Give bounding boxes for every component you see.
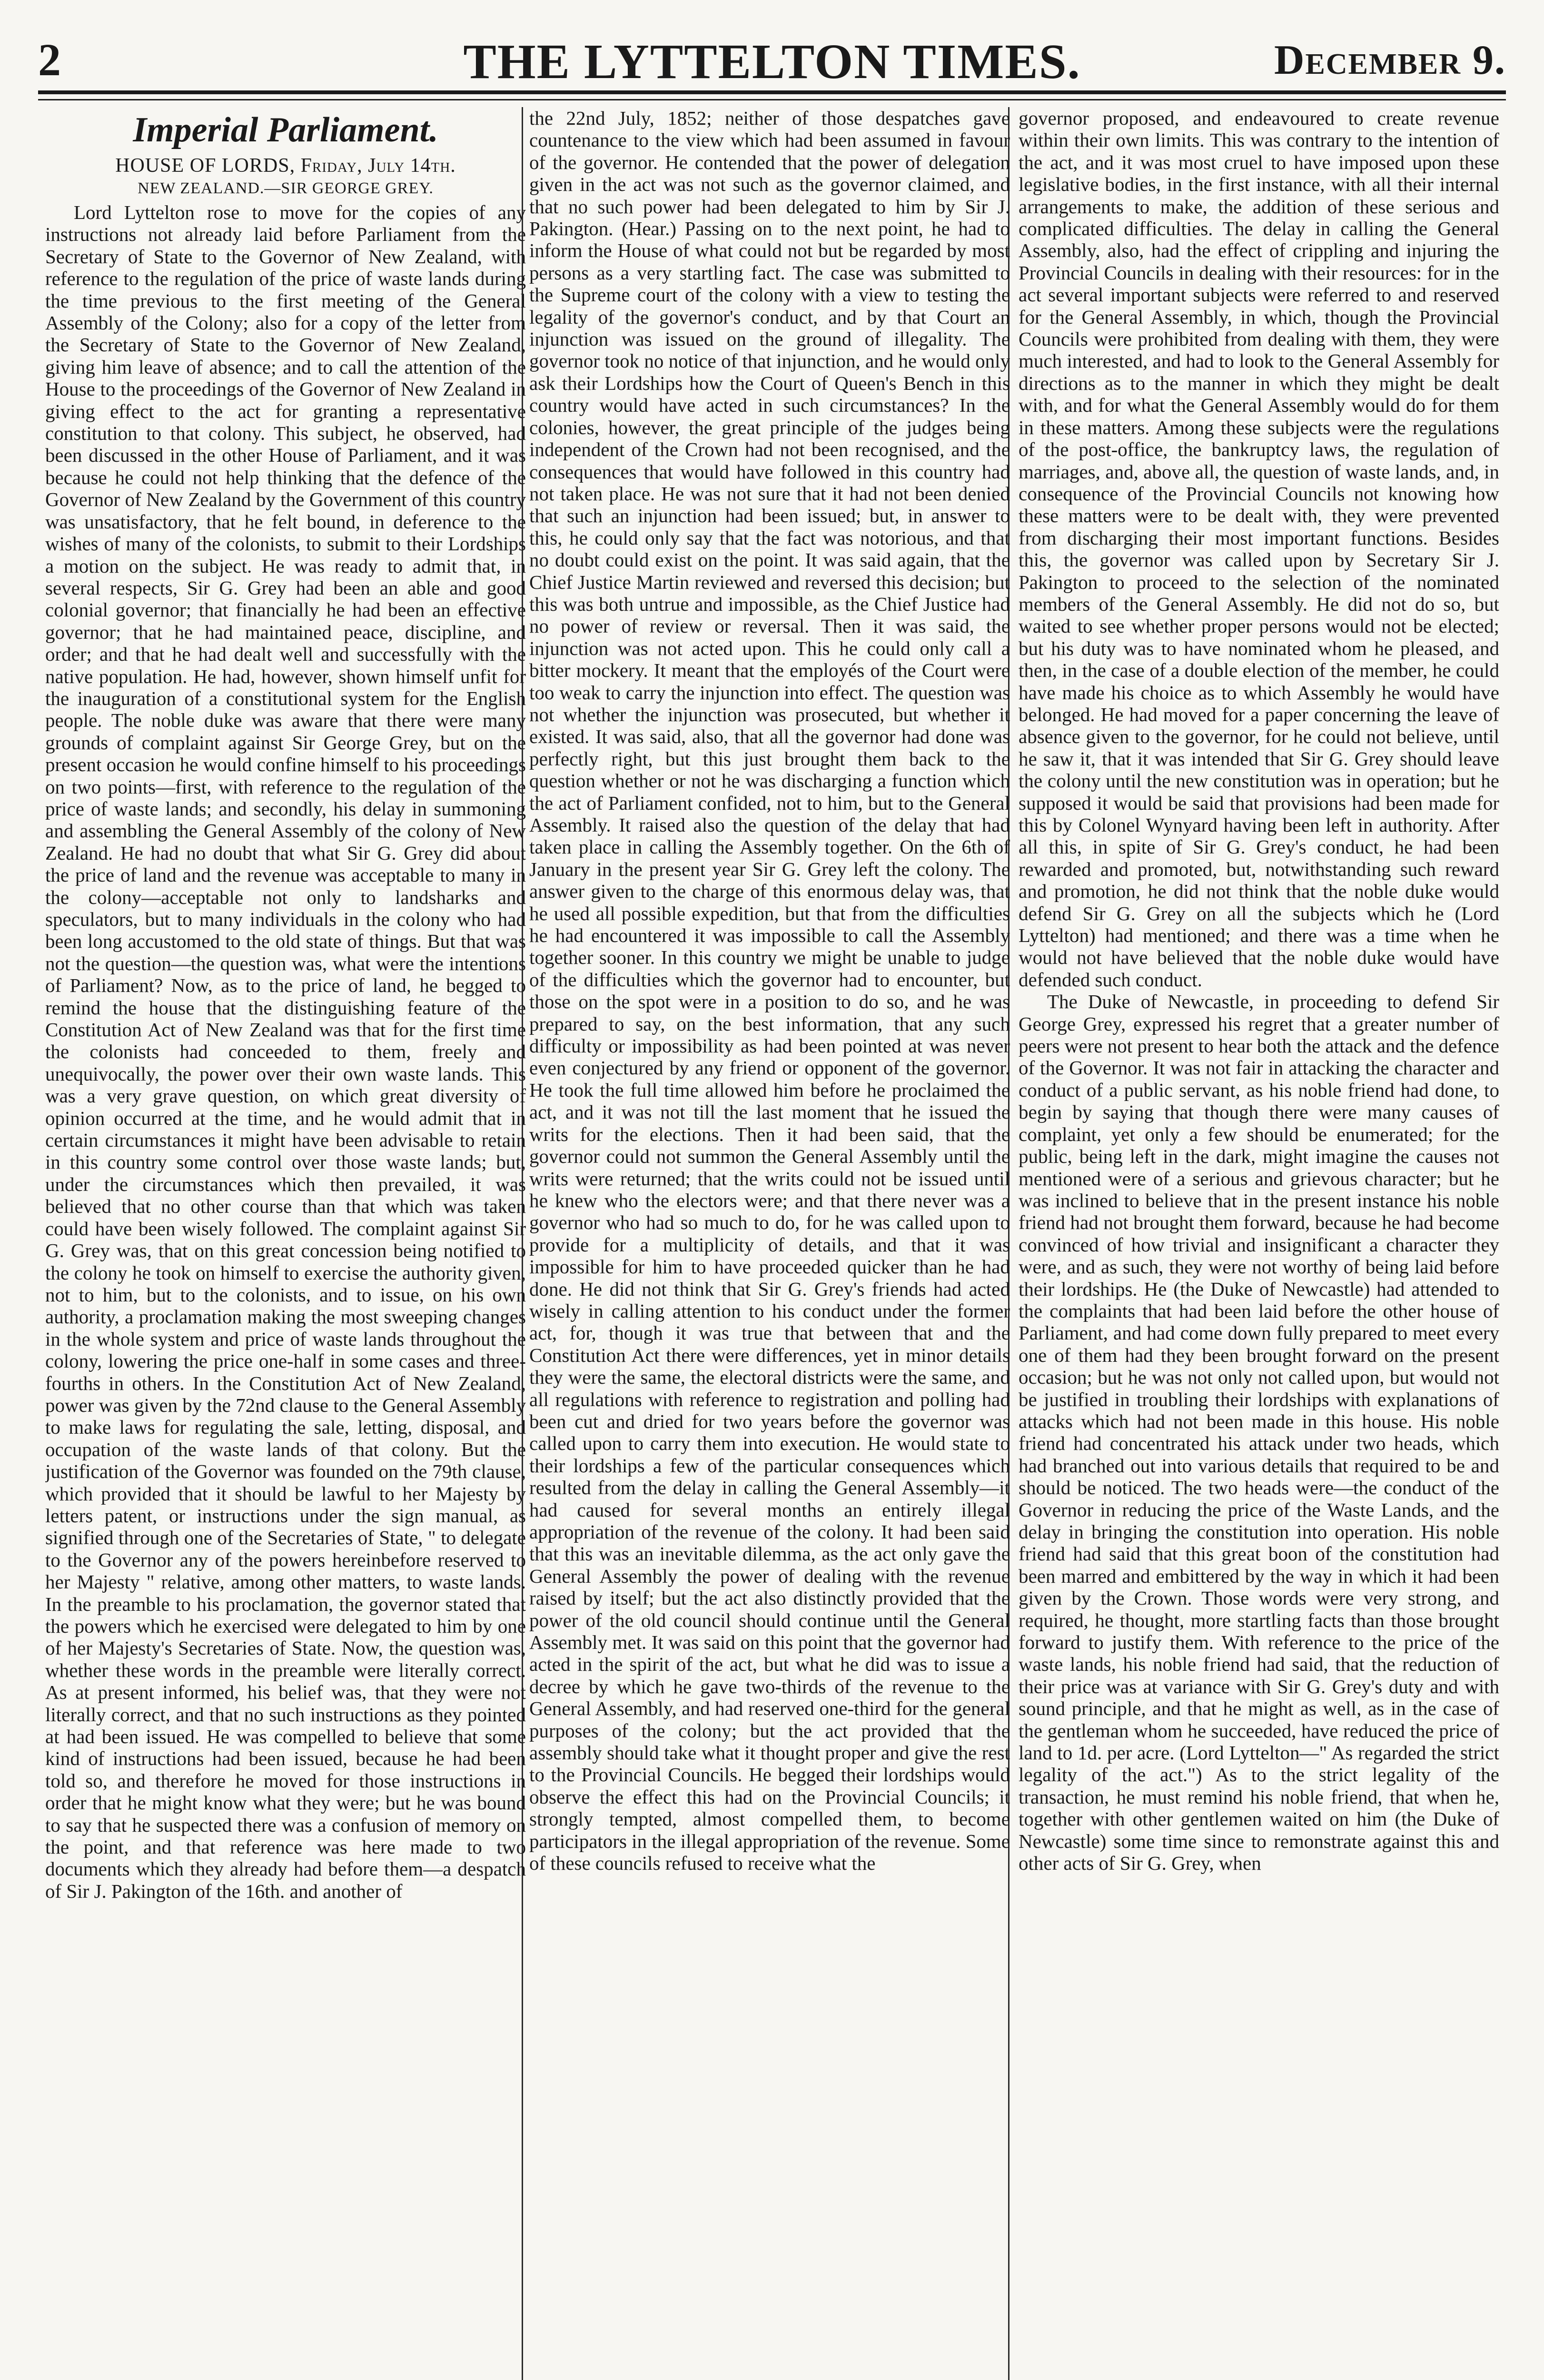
issue-date: December 9.: [1274, 37, 1506, 83]
article-paragraph: The Duke of Newcastle, in proceeding to defend Sir George Grey, expressed his regret that a greater number of peers were not present to hear both the attack and the defence of the Governor. It was not fair in attacking the character and conduct of a public servant, as his noble friend had done, to begin by saying that though there were many causes of complaint, yet only a few should be enumerated; for the public, being left in the dark, might imagine the causes not mentioned were of a serious and grievous character; but he was inclined to believe that in the present instance his noble friend had not brought them forward, because he had become convinced of how trivial and insignificant a character they were, and as such, they were not worthy of being laid before their lordships. He (the Duke of Newcastle) had attended to the complaints that had been laid before the other house of Parliament, and had come down fully prepared to meet every one of them had they been brought forward on the present occasion; but he was not only not called upon, but would not be justified in troubling their lordships with explanations of attacks which had not been made in this house. His noble friend had concentrated his attack under two heads, which had branched out into various details that required to be and should be noticed. The two heads were—the conduct of the Governor in reducing the price of the Waste Lands, and the delay in bringing the constitution into operation. His noble friend had said that this great boon of the constitution had been marred and embittered by the way in which it had been given by the Crown. Those words were very strong, and required, he thought, more startling facts than those brought forward to justify them. With reference to the price of the waste lands, his noble friend had said, that the reduction of their price was at variance with Sir G. Grey's duty and with sound principle, and that he might as well, as in the case of the gentleman whom he succeeded, have reduced the price of land to 1d. per acre. (Lord Lyttelton—" As regarded the strict legality of the act.") As to the strict legality of the transaction, he must remind his noble friend, that when he, together with other gentlemen waited on him (the Duke of Newcastle) some time since to remonstrate against this and other acts of Sir G. Grey, when: [1019, 991, 1499, 1874]
article-paragraph: governor proposed, and endeavoured to create revenue within their own limits. This was contrary to the intention of the act, and it was most cruel to have imposed upon these legislative bodies, in the first instance, with all their internal arrangements to make, the addition of these serious and complicated difficulties. The delay in calling the General Assembly, also, had the effect of crippling and injuring the Provincial Councils in dealing with their resources: for in the act several important subjects were referred to and reserved for the General Assembly, in which, though the Provincial Councils were prohibited from dealing with them, they were much interested, and had to look to the General Assembly for directions as to the manner in which they might be dealt with, and for what the General Assembly would do for them in these matters. Among these subjects were the regulations of the post-office, the bankruptcy laws, the regulation of marriages, and, above all, the question of waste lands, and, in consequence of the Provincial Councils not knowing how these matters were to be dealt with, they were prevented from discharging their most important functions. Besides this, the governor was called upon by Secretary Sir J. Pakington to proceed to the selection of the nominated members of the General Assembly. He did not do so, but waited to see whether proper persons would not be elected; but his duty was to have nominated whom he pleased, and then, in the case of a double election of the member, he could have made his choice as to which Assembly he would have belonged. He had moved for a paper concerning the leave of absence given to the governor, for he could not believe, until he saw it, that it was intended that Sir G. Grey should leave the colony until the new constitution was in operation; but he supposed it would be said that provisions had been made for this by Colonel Wynyard having been left in authority. After all this, in spite of Sir G. Grey's conduct, he had been rewarded and promoted, but, notwithstanding such reward and promotion, he did not think that the noble duke would defend Sir G. Grey on all the subjects which he (Lord Lyttelton) had mentioned; and there was a time when he would not have believed that the noble duke would have defended such conduct.: [1019, 107, 1499, 991]
masthead: [38, 33, 1506, 89]
masthead-rule-thick: [38, 90, 1506, 94]
column-1: [45, 107, 526, 2380]
column-2: [529, 107, 1010, 2380]
house-line: HOUSE OF LORDS, Friday, July 14th.: [115, 155, 456, 177]
masthead-rule-thin: [38, 99, 1506, 100]
article-paragraph: Lord Lyttelton rose to move for the copies of any instructions not already laid before Parliament from the Secretary of State to the Governor of New Zealand, with reference to the regulation of the price of waste lands during the time previous to the first meeting of the General Assembly of the Colony; also for a copy of the letter from the Secretary of State to the Governor of New Zealand, giving him leave of absence; and to call the attention of the House to the proceedings of the Governor of New Zealand in giving effect to the act for granting a representative constitution to that colony. This subject, he observed, had been discussed in the other House of Parliament, and it was because he could not help thinking that the defence of the Governor of New Zealand by the Government of this country was unsatisfactory, that he felt bound, in deference to the wishes of many of the colonists, to submit to their Lordships a motion on the subject. He was ready to admit that, in several respects, Sir G. Grey had been an able and good colonial governor; that financially he had been an effective governor; that he had maintained peace, discipline, and order; and that he had dealt well and successfully with the native population. He had, however, shown himself unfit for the inauguration of a constitutional system for the English people. The noble duke was aware that there were many grounds of complaint against Sir George Grey, but on the present occasion he would confine himself to his proceedings on two points—first, with reference to the regulation of the price of waste lands; and secondly, his delay in summoning and assembling the General Assembly of the colony of New Zealand. He had no doubt that what Sir G. Grey did about the price of land and the revenue was acceptable to many in the colony—acceptable not only to landsharks and speculators, but to many individuals in the colony who had been long accustomed to the old state of things. But that was not the question—the question was, what were the intentions of Parliament? Now, as to the price of land, he begged to remind the house that the distinguishing feature of the Constitution Act of New Zealand was that for the first time the colonists had conceeded to them, freely and unequivocally, the power over their own waste lands. This was a very grave question, on which great diversity of opinion occurred at the time, and he would admit that in certain circumstances it might have been advisable to retain in this country some control over those waste lands; but, under the circumstances which then prevailed, it was believed that no other course than that which was taken could have been wisely followed. The complaint against Sir G. Grey was, that on this great concession being notified to the colony he took on himself to exercise the authority given, not to him, but to the colonists, and to issue, on his own authority, a proclamation making the most sweeping changes in the whole system and price of waste lands throughout the colony, lowering the price one-half in some cases and three-fourths in others. In the Constitution Act of New Zealand, power was given by the 72nd clause to the General Assembly to make laws for regulating the sale, letting, disposal, and occupation of the waste lands of that colony. But the justification of the Governor was founded on the 79th clause, which provided that it should be lawful to her Majesty by letters patent, or instructions under the sign manual, as signified through one of the Secretaries of State, " to delegate to the Governor any of the powers hereinbefore reserved to her Majesty " relative, among other matters, to waste lands. In the preamble to his proclamation, the governor stated that the powers which he exercised were delegated to him by one of her Majesty's Secretaries of State. Now, the question was, whether these words in the preamble were literally correct. As at present informed, his belief was, that they were not literally correct, and that no such instructions as they pointed at had been issued. He was compelled to believe that some kind of instructions had been issued, because he had been told so, and therefore he moved for those instructions in order that he might know what they were; but he was bound to say that he suspected there was a confusion of memory on the point, and that reference was here made to two documents which they already had before them—a despatch of Sir J. Pakington of the 16th. and another of: [45, 201, 526, 1902]
column-3: [1019, 107, 1499, 2380]
newspaper-title: THE LYTTELTON TIMES.: [463, 34, 1081, 89]
section-heading: Imperial Parliament.: [133, 110, 438, 149]
page-number: 2: [38, 34, 61, 85]
topic-line: NEW ZEALAND.—SIR GEORGE GREY.: [138, 179, 434, 197]
article-paragraph: the 22nd July, 1852; neither of those despatches gave countenance to the view which had been assumed in favour of the governor. He contended that the power of delegation given in the act was not such as the governor claimed, and that no such power had been delegated to him by Sir J. Pakington. (Hear.) Passing on to the next point, he had to inform the House of what could not but be regarded by most persons as a very startling fact. The case was submitted to the Supreme court of the colony with a view to testing the legality of the governor's conduct, and by that Court an injunction was issued on the ground of illegality. The governor took no notice of that injunction, and he would only ask their Lordships how the Court of Queen's Bench in this country would have acted in such circumstances? In the colonies, however, the great principle of the judges being independent of the Crown had not been recognised, and the consequences that would have followed in this country had not taken place. He was not sure that it had not been denied that such an injunction had been issued; but, in answer to this, he could only say that the fact was notorious, and that no doubt could exist on the point. It was said again, that the Chief Justice Martin reviewed and reversed this decision; but this was both untrue and impossible, as the Chief Justice had no power of review or reversal. Then it was said, the injunction was not acted upon. This he could only call a bitter mockery. It meant that the employés of the Court were too weak to carry the injunction into effect. The question was not whether the injunction was prosecuted, but whether it existed. It was said, also, that all the governor had done was perfectly right, but this just brought them back to the question whether or not he was discharging a function which the act of Parliament confided, not to him, but to the General Assembly. It raised also the question of the delay that had taken place in calling the Assembly together. On the 6th of January in the present year Sir G. Grey left the colony. The answer given to the charge of this enormous delay was, that he used all possible expedition, but that from the difficulties he had encountered it was impossible to call the Assembly together sooner. In this country we might be unable to judge of the difficulties which the governor had to encounter, but those on the spot were in a position to do so, and he was prepared to say, on the best information, that any such difficulty or impossibility as had been pointed at was never even conjectured by any friend or opponent of the governor. He took the full time allowed him before he proclaimed the act, and it was not till the last moment that he issued the writs for the elections. Then it had been said, that the governor could not summon the General Assembly until the writs were returned; that the writs could not be issued until he knew who the electors were; and that there never was a governor who had so much to do, for he was called upon to provide for a multiplicity of details, and that it was impossible for him to have proceeded quicker than he had done. He did not think that Sir G. Grey's friends had acted wisely in calling attention to his conduct under the former act, for, though it was true that between that and the Constitution Act there were differences, yet in minor details they were the same, the electoral districts were the same, and all regulations with reference to registration and polling had been cut and dried for two years before the governor was called upon to carry them into execution. He would state to their lordships a few of the particular consequences which resulted from the delay in calling the General Assembly—it had caused for several months an entirely illegal appropriation of the revenue of the colony. It had been said that this was an inevitable dilemma, as the act only gave the General Assembly the power of dealing with the revenue raised by itself; but the act also distinctly provided that the power of the old council should continue until the General Assembly met. It was said on this point that the governor had acted in the spirit of the act, but what he did was to issue a decree by which he gave two-thirds of the revenue to the General Assembly, and had reserved one-third for the general purposes of the colony; but the act provided that the assembly should take what it thought proper and give the rest to the Provincial Councils. He begged their lordships would observe the effect this had on the Provincial Councils; it strongly tempted, almost compelled them, to become participators in the illegal appropriation of the revenue. Some of these councils refused to receive what the: [529, 107, 1010, 1874]
